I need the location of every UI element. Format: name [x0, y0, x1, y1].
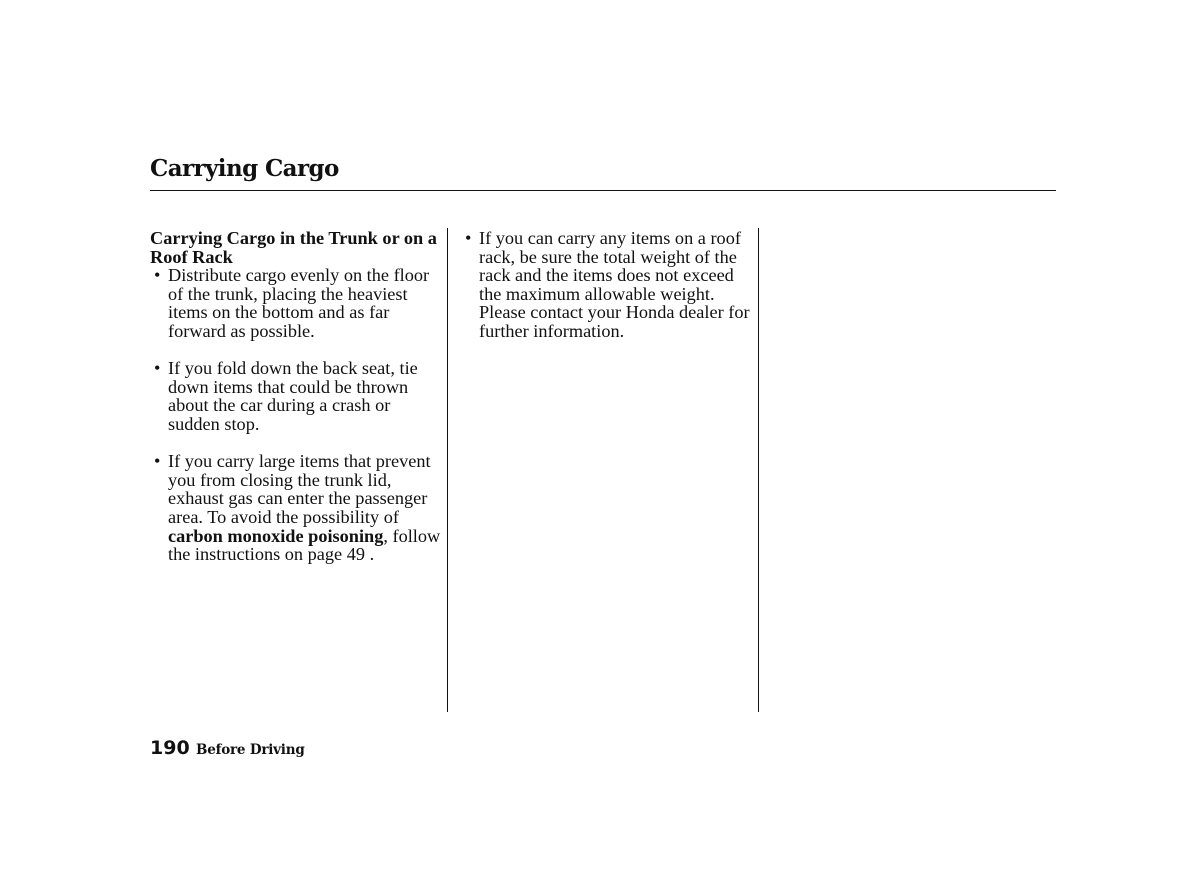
left-column — [150, 229, 442, 582]
bullet-item-fold-seat — [150, 359, 442, 433]
bullet-text-end: . — [365, 544, 375, 565]
column-divider-right — [758, 228, 759, 712]
section-footer: Before Driving — [196, 742, 305, 758]
bullet-item-distribute — [150, 266, 442, 340]
bullet-text — [168, 451, 440, 564]
bullet-item-large-items — [150, 452, 442, 564]
page-title: Carrying Cargo — [150, 155, 339, 182]
title-underline — [150, 190, 1056, 191]
middle-column — [465, 229, 750, 359]
bullet-icon: • — [154, 358, 161, 379]
bullet-text-start: If you carry large items that prevent you from closing the trunk lid, exhaust gas can enter the passenger area. To avoid the possibility of — [168, 451, 431, 527]
bullet-text: If you fold down the back seat, tie down items that could be thrown about the car during a crash or sudden stop. — [168, 358, 418, 434]
bullet-text: If you can carry any items on a roof rack, be sure the total weight of the rack and the items does not exceed the maximum allowable weight. Please contact your Honda dealer for further information. — [479, 228, 750, 341]
bullet-icon: • — [154, 265, 161, 286]
page-reference-link[interactable]: 49 — [346, 544, 365, 565]
page-number: 190 — [150, 737, 190, 759]
bullet-item-roof-rack — [465, 229, 750, 341]
bullet-icon: • — [154, 451, 161, 472]
carbon-monoxide-warning: carbon monoxide poisoning — [168, 525, 384, 546]
bullet-icon: • — [465, 228, 472, 248]
bullet-text: Distribute cargo evenly on the floor of the trunk, placing the heaviest items on the bottom and as far forward as possible. — [168, 265, 430, 341]
bullet-text-middle: , follow the instructions on page — [168, 525, 441, 565]
section-heading: Carrying Cargo in the Trunk or on a Roof Rack — [150, 228, 437, 267]
column-divider-left — [447, 228, 448, 712]
